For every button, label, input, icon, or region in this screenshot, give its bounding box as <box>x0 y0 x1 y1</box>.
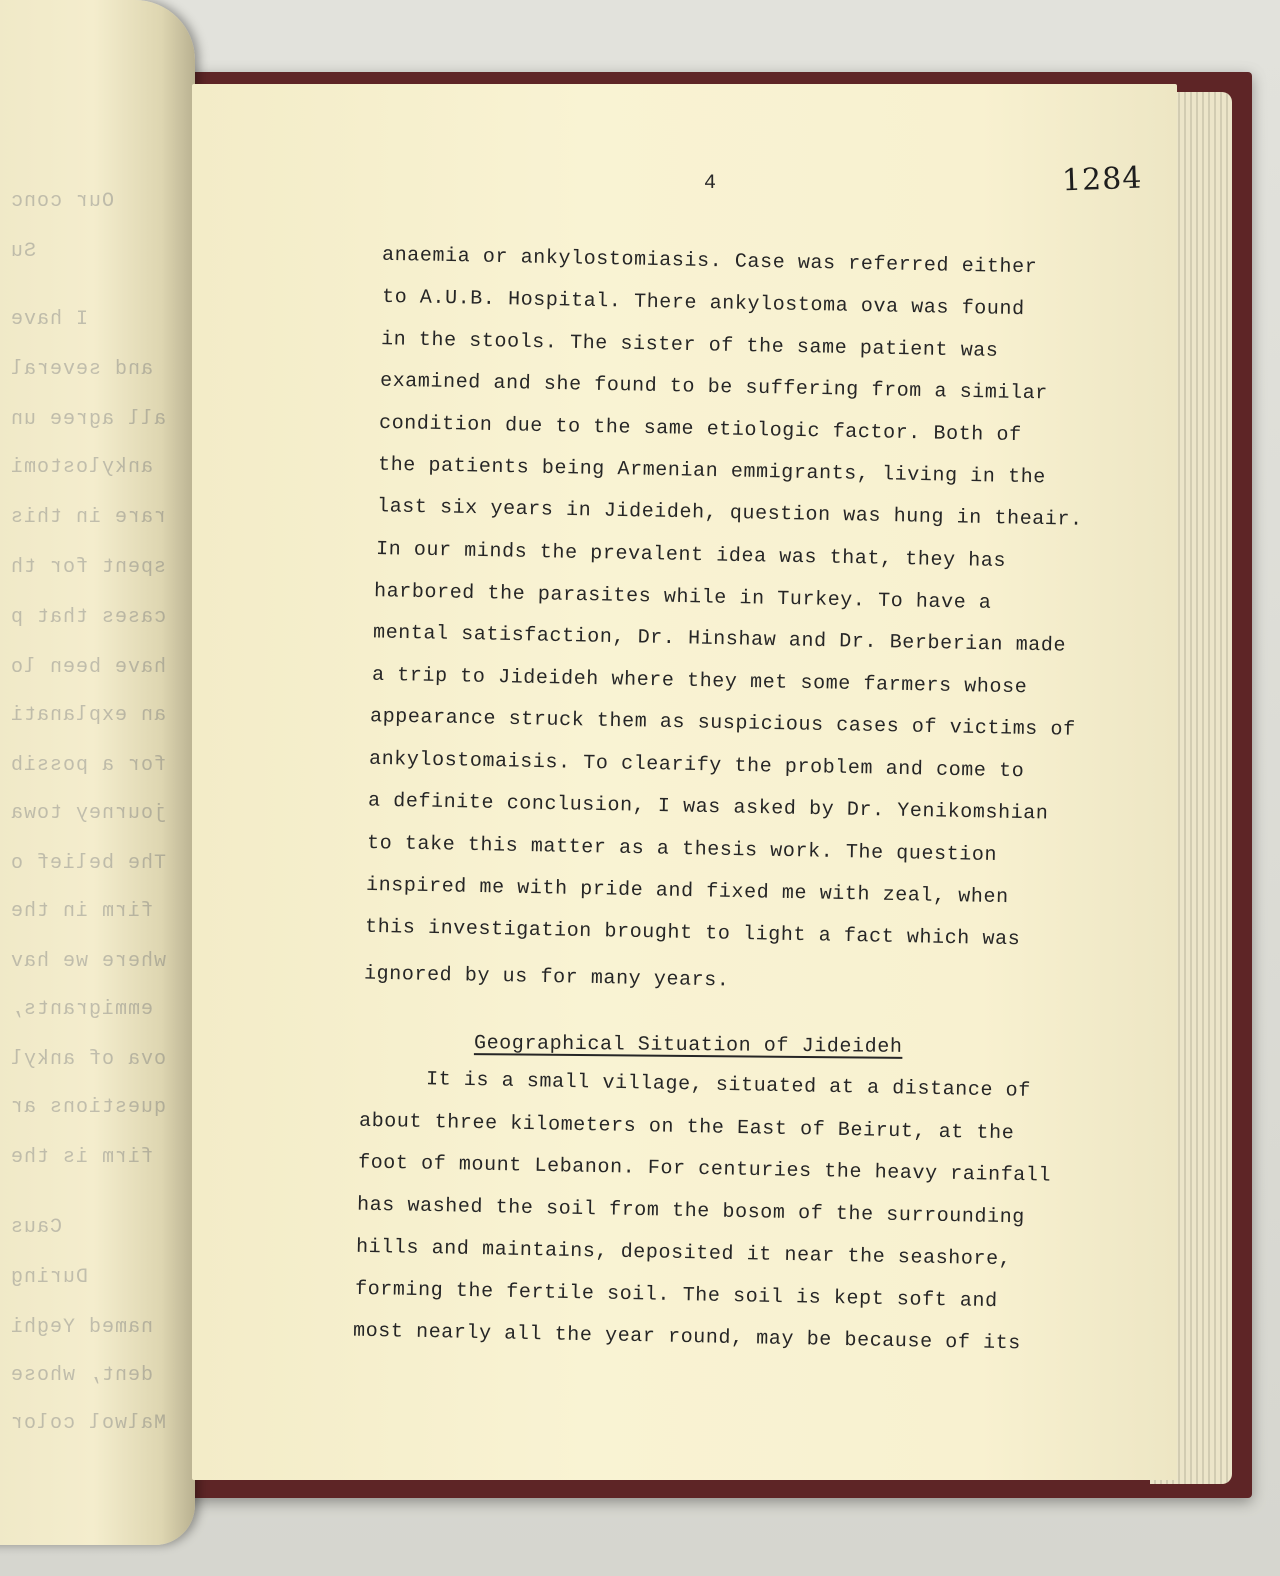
bleed-line: questions ar <box>10 1096 167 1119</box>
bleed-line: ankylostomi <box>10 456 154 479</box>
bleed-line: all agree un <box>10 408 167 431</box>
section-line: foot of mount Lebanon. For centuries the heavy rainfall <box>357 1151 1052 1188</box>
left-facing-page <box>0 0 195 1545</box>
bleed-line: an explanati <box>10 704 167 727</box>
body-line: in the stools. The sister of the same patient was <box>380 328 999 363</box>
bleed-line: Malwol color <box>10 1412 167 1435</box>
body-line: the patients being Armenian emmigrants, living in the <box>377 453 1047 490</box>
body-line: a trip to Jideideh where they met some farmers whose <box>371 663 1028 700</box>
body-line: ankylostomaisis. To clearify the problem and come to <box>368 747 1025 784</box>
body-line: this investigation brought to light a fact which was <box>364 915 1021 952</box>
bleed-line: dent, whose <box>10 1364 154 1387</box>
bleed-line: spent for th <box>10 556 167 579</box>
section-heading: Geographical Situation of Jideideh <box>473 1032 903 1059</box>
bleed-line: have been lo <box>10 656 167 679</box>
body-line: a definite conclusion, I was asked by Dr. Yenikomshian <box>367 789 1049 826</box>
bleed-line: The belief o <box>10 852 167 875</box>
body-line: to A.U.B. Hospital. There ankylostoma ova was found <box>381 285 1025 322</box>
section-line: about three kilometers on the East of Beirut, at the <box>358 1109 1015 1146</box>
bleed-line: During <box>10 1266 89 1289</box>
body-line: ignored by us for many years. <box>363 962 730 993</box>
bleed-line: firm is the <box>10 1146 154 1169</box>
bleed-line: firm in the <box>10 900 154 923</box>
section-line: hills and maintains, deposited it near the seashore, <box>355 1235 1012 1272</box>
body-line: inspired me with pride and fixed me with zeal, when <box>365 873 1009 910</box>
section-line: It is a small village, situated at a distance of <box>425 1068 1032 1103</box>
body-line: appearance struck them as suspicious cases of victims of <box>369 705 1076 742</box>
bleed-line: emmigrants, <box>10 998 154 1021</box>
page-number: 4 <box>704 172 717 195</box>
bleed-line: journey towa <box>10 802 167 825</box>
section-line: most nearly all the year round, may be because of its <box>352 1319 1022 1356</box>
bleed-line: where we hav <box>10 950 167 973</box>
bleed-line: Caus <box>10 1216 63 1239</box>
body-line: In our minds the prevalent idea was that, they has <box>375 537 1007 574</box>
bleed-line: Our conc <box>10 190 115 213</box>
bleed-line: rare in this <box>10 506 167 529</box>
bleed-line: ova of ankyl <box>10 1048 167 1071</box>
bleed-line: cases that p <box>10 606 167 629</box>
body-line: to take this matter as a thesis work. The question <box>366 831 998 868</box>
handwritten-folio-number: 1284 <box>1061 160 1143 199</box>
body-line: examined and she found to be suffering from a similar <box>379 369 1049 406</box>
body-line: last six years in Jideideh, question was hung in theair. <box>376 495 1083 532</box>
body-line: condition due to the same etiologic factor. Both of <box>378 411 1022 448</box>
section-line: forming the fertile soil. The soil is kept soft and <box>354 1277 998 1314</box>
body-line: harbored the parasites while in Turkey. To have a <box>373 580 992 615</box>
bleed-line: for a possib <box>10 754 167 777</box>
show-through-text <box>0 0 195 1545</box>
body-line: mental satisfaction, Dr. Hinshaw and Dr. Berberian made <box>372 621 1067 658</box>
bleed-line: Su <box>10 240 37 263</box>
bleed-line: and several <box>10 358 154 381</box>
section-line: has washed the soil from the bosom of the surrounding <box>356 1193 1026 1230</box>
body-line: anaemia or ankylostomiasis. Case was referred either <box>381 243 1038 280</box>
bleed-line: named Yeghi <box>10 1316 154 1339</box>
bleed-line: I have <box>10 308 89 331</box>
